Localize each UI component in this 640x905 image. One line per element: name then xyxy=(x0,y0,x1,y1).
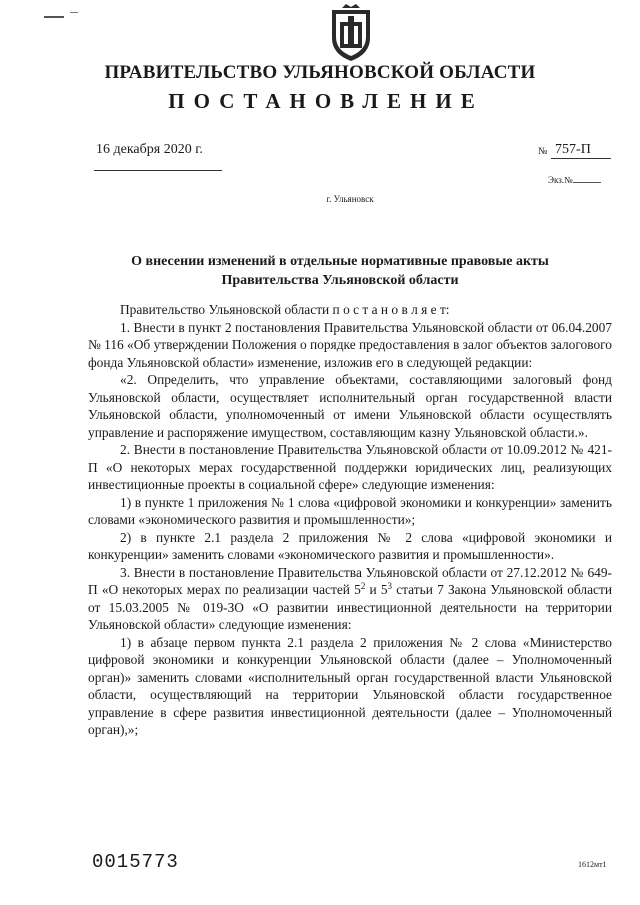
copy-line xyxy=(573,182,601,183)
superscript: 2 xyxy=(360,581,366,591)
superscript: 3 xyxy=(387,581,393,591)
paragraph: Правительство Ульяновской области п о с т а н о в л я е т: xyxy=(120,302,450,317)
scan-mark xyxy=(44,16,64,18)
number-value: 757-П xyxy=(551,142,611,159)
city-name: г. Ульяновск xyxy=(326,194,374,204)
document-number xyxy=(538,142,611,159)
paragraph: «2. Определить, что управление объектами, составляющими залоговый фонд Ульяновской области, осуществляет исполнительный орган государственной власти Ульяновской области, уполномоченный от имени Ульяновской области осуществлять управление и распоряжение имуществом, составляющим казну Ульяновской области.». xyxy=(88,372,612,440)
paragraph: 1) в абзаце первом пункта 2.1 раздела 2 приложения № 2 слова «Министерство цифровой экономики и конкуренции Ульяновской области (далее – Уполномоченный орган)» заменить словами «исполнительный орган государственной власти Ульяновской области, осуществляющий на территории Ульяновской области государственное управление в сфере развития инвестиционной деятельности (далее – Уполномоченный орган),»; xyxy=(88,634,612,737)
paragraph: 2. Внести в постановление Правительства Ульяновской области от 10.09.2012 № 421-П «О некоторых мерах государственной поддержки юридических лиц, реализующих инвестиционные проекты в социальной сфере» следующие изменения: xyxy=(88,442,612,492)
number-sign: № xyxy=(538,146,548,157)
scan-mark xyxy=(70,12,78,13)
paragraph-text: и 5 xyxy=(365,582,388,597)
subject-line: О внесении изменений в отдельные нормативные правовые акты xyxy=(131,254,549,269)
footer-code: 1612мт1 xyxy=(578,860,607,869)
date-underline xyxy=(94,170,222,171)
paragraph-text: статьи 7 Закона Ульяновской области от 15.03.2005 № 019-ЗО «О развитии инвестиционной деятельности на территории Ульяновской области» следующие изменения: xyxy=(88,582,613,632)
document-date: 16 декабря 2020 г. xyxy=(96,142,203,157)
document-body xyxy=(88,301,612,739)
coat-of-arms-icon xyxy=(326,4,376,64)
copy-label: Экз.№ xyxy=(548,175,573,185)
paragraph: 2) в пункте 2.1 раздела 2 приложения № 2 слова «цифровой экономики и конкуренции» заменить словами «экономического развития и промышленности». xyxy=(88,529,612,562)
paragraph-text: 3. Внести в постановление Правительства Ульяновской области от 27.12.2012 № 649-П «О некоторых мерах по реализации частей 5 xyxy=(88,564,612,597)
document-type: ПОСТАНОВЛЕНИЕ xyxy=(168,89,484,113)
document-subject xyxy=(60,252,620,290)
subject-line: Правительства Ульяновской области xyxy=(221,273,459,288)
government-title: ПРАВИТЕЛЬСТВО УЛЬЯНОВСКОЙ ОБЛАСТИ xyxy=(104,62,536,83)
paragraph: 1) в пункте 1 приложения № 1 слова «цифровой экономики и конкуренции» заменить словами «экономического развития и промышленности»; xyxy=(88,494,612,527)
copy-number xyxy=(548,175,601,185)
serial-number: 0015773 xyxy=(92,851,179,873)
paragraph xyxy=(88,564,612,634)
paragraph: 1. Внести в пункт 2 постановления Правительства Ульяновской области от 06.04.2007 № 116 «Об утверждении Положения о порядке предоставления в залог объектов залогового фонда Ульяновской области» изменение, изложив его в следующей редакции: xyxy=(88,319,612,370)
